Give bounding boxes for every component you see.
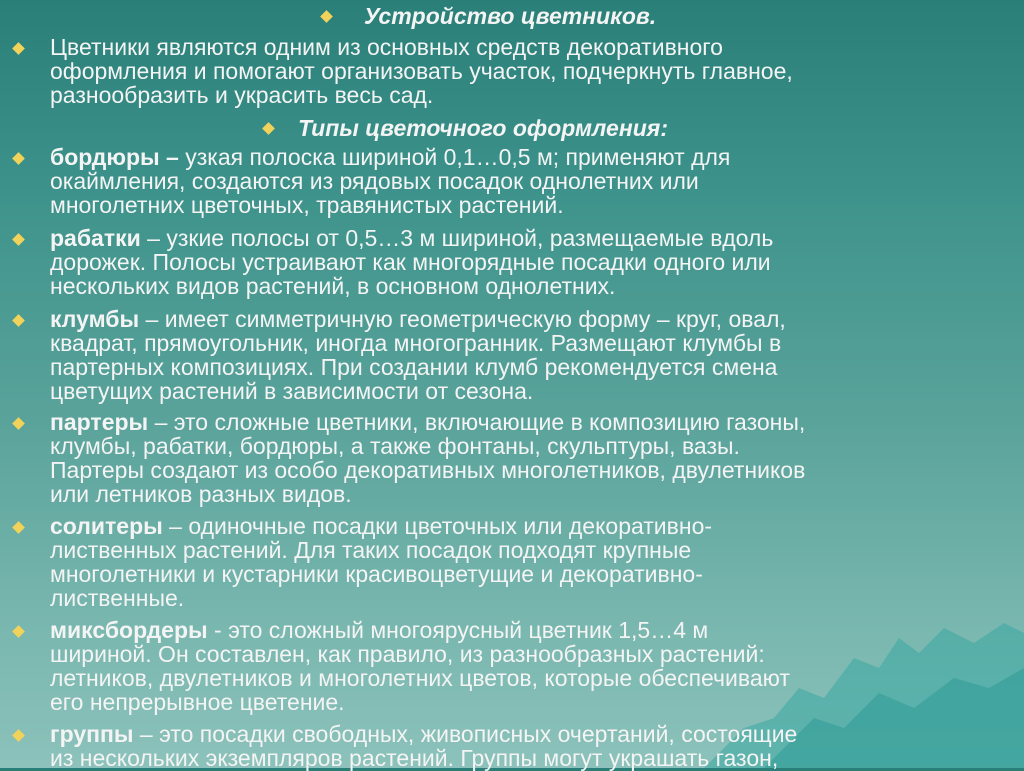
diamond-bullet-icon — [12, 417, 25, 430]
diamond-bullet-icon — [12, 729, 25, 742]
diamond-bullet-icon — [12, 521, 25, 534]
term: клумбы — [50, 306, 140, 332]
list-item-solitery: солитеры – одиночные посадки цветочных или декоративно- лиственных растений. Для таких посадок подходят крупные многолетники и кустарники красивоцветущие и декоративно- лиственные. — [50, 513, 713, 611]
diamond-bullet-icon — [12, 42, 25, 55]
diamond-bullet-icon — [262, 122, 275, 135]
diamond-bullet-icon — [12, 152, 25, 165]
diamond-bullet-icon — [12, 625, 25, 638]
list-item-klumby: клумбы – имеет симметричную геометрическую форму – круг, овал, квадрат, прямоугольник, иногда многогранник. Размещают клумбы в партерных композициях. При создании клумб рекомендуется смена цветущих растений в зависимости от сезона. — [50, 306, 786, 404]
intro-paragraph: Цветники являются одним из основных средств декоративного оформления и помогают организовать участок, подчеркнуть главное, разнообразить и украсить весь сад. — [50, 34, 793, 108]
diamond-bullet-icon — [320, 10, 333, 23]
section-heading: Типы цветочного оформления: — [298, 115, 668, 141]
list-item-rabatki: рабатки – узкие полосы от 0,5…3 м шириной, размещаемые вдоль дорожек. Полосы устраивают как многорядные посадки одного или нескольких видов растений, в основном однолетних. — [50, 225, 774, 299]
list-item-gruppy: группы – это посадки свободных, живописных очертаний, состоящие из нескольких экземпляров растений. Группы могут украшать газон, — [50, 721, 798, 771]
term: миксбордеры — [50, 617, 208, 643]
diamond-bullet-icon — [12, 314, 25, 327]
term: солитеры — [50, 513, 163, 539]
term: бордюры – — [50, 144, 179, 170]
slide-heading: Устройство цветников. — [364, 3, 657, 29]
term: партеры — [50, 409, 149, 435]
list-item-bordury: бордюры – узкая полоска шириной 0,1…0,5 м; применяют для окаймления, создаются из рядовых посадок однолетних или многолетних цветочных, травянистых растений. — [50, 144, 731, 218]
term: группы — [50, 721, 134, 747]
list-item-miksbordery: миксбордеры - это сложный многоярусный цветник 1,5…4 м шириной. Он составлен, как правило, из разнообразных растений: летников, двулетников и многолетних цветов, которые обеспечивают его непрерывное цветение. — [50, 617, 790, 715]
list-item-partery: партеры – это сложные цветники, включающие в композицию газоны, клумбы, рабатки, бордюры, а также фонтаны, скульптуры, вазы. Партеры создают из особо декоративных многолетников, двулетников или летников разных видов. — [50, 409, 806, 507]
term: рабатки — [50, 225, 141, 251]
diamond-bullet-icon — [12, 233, 25, 246]
